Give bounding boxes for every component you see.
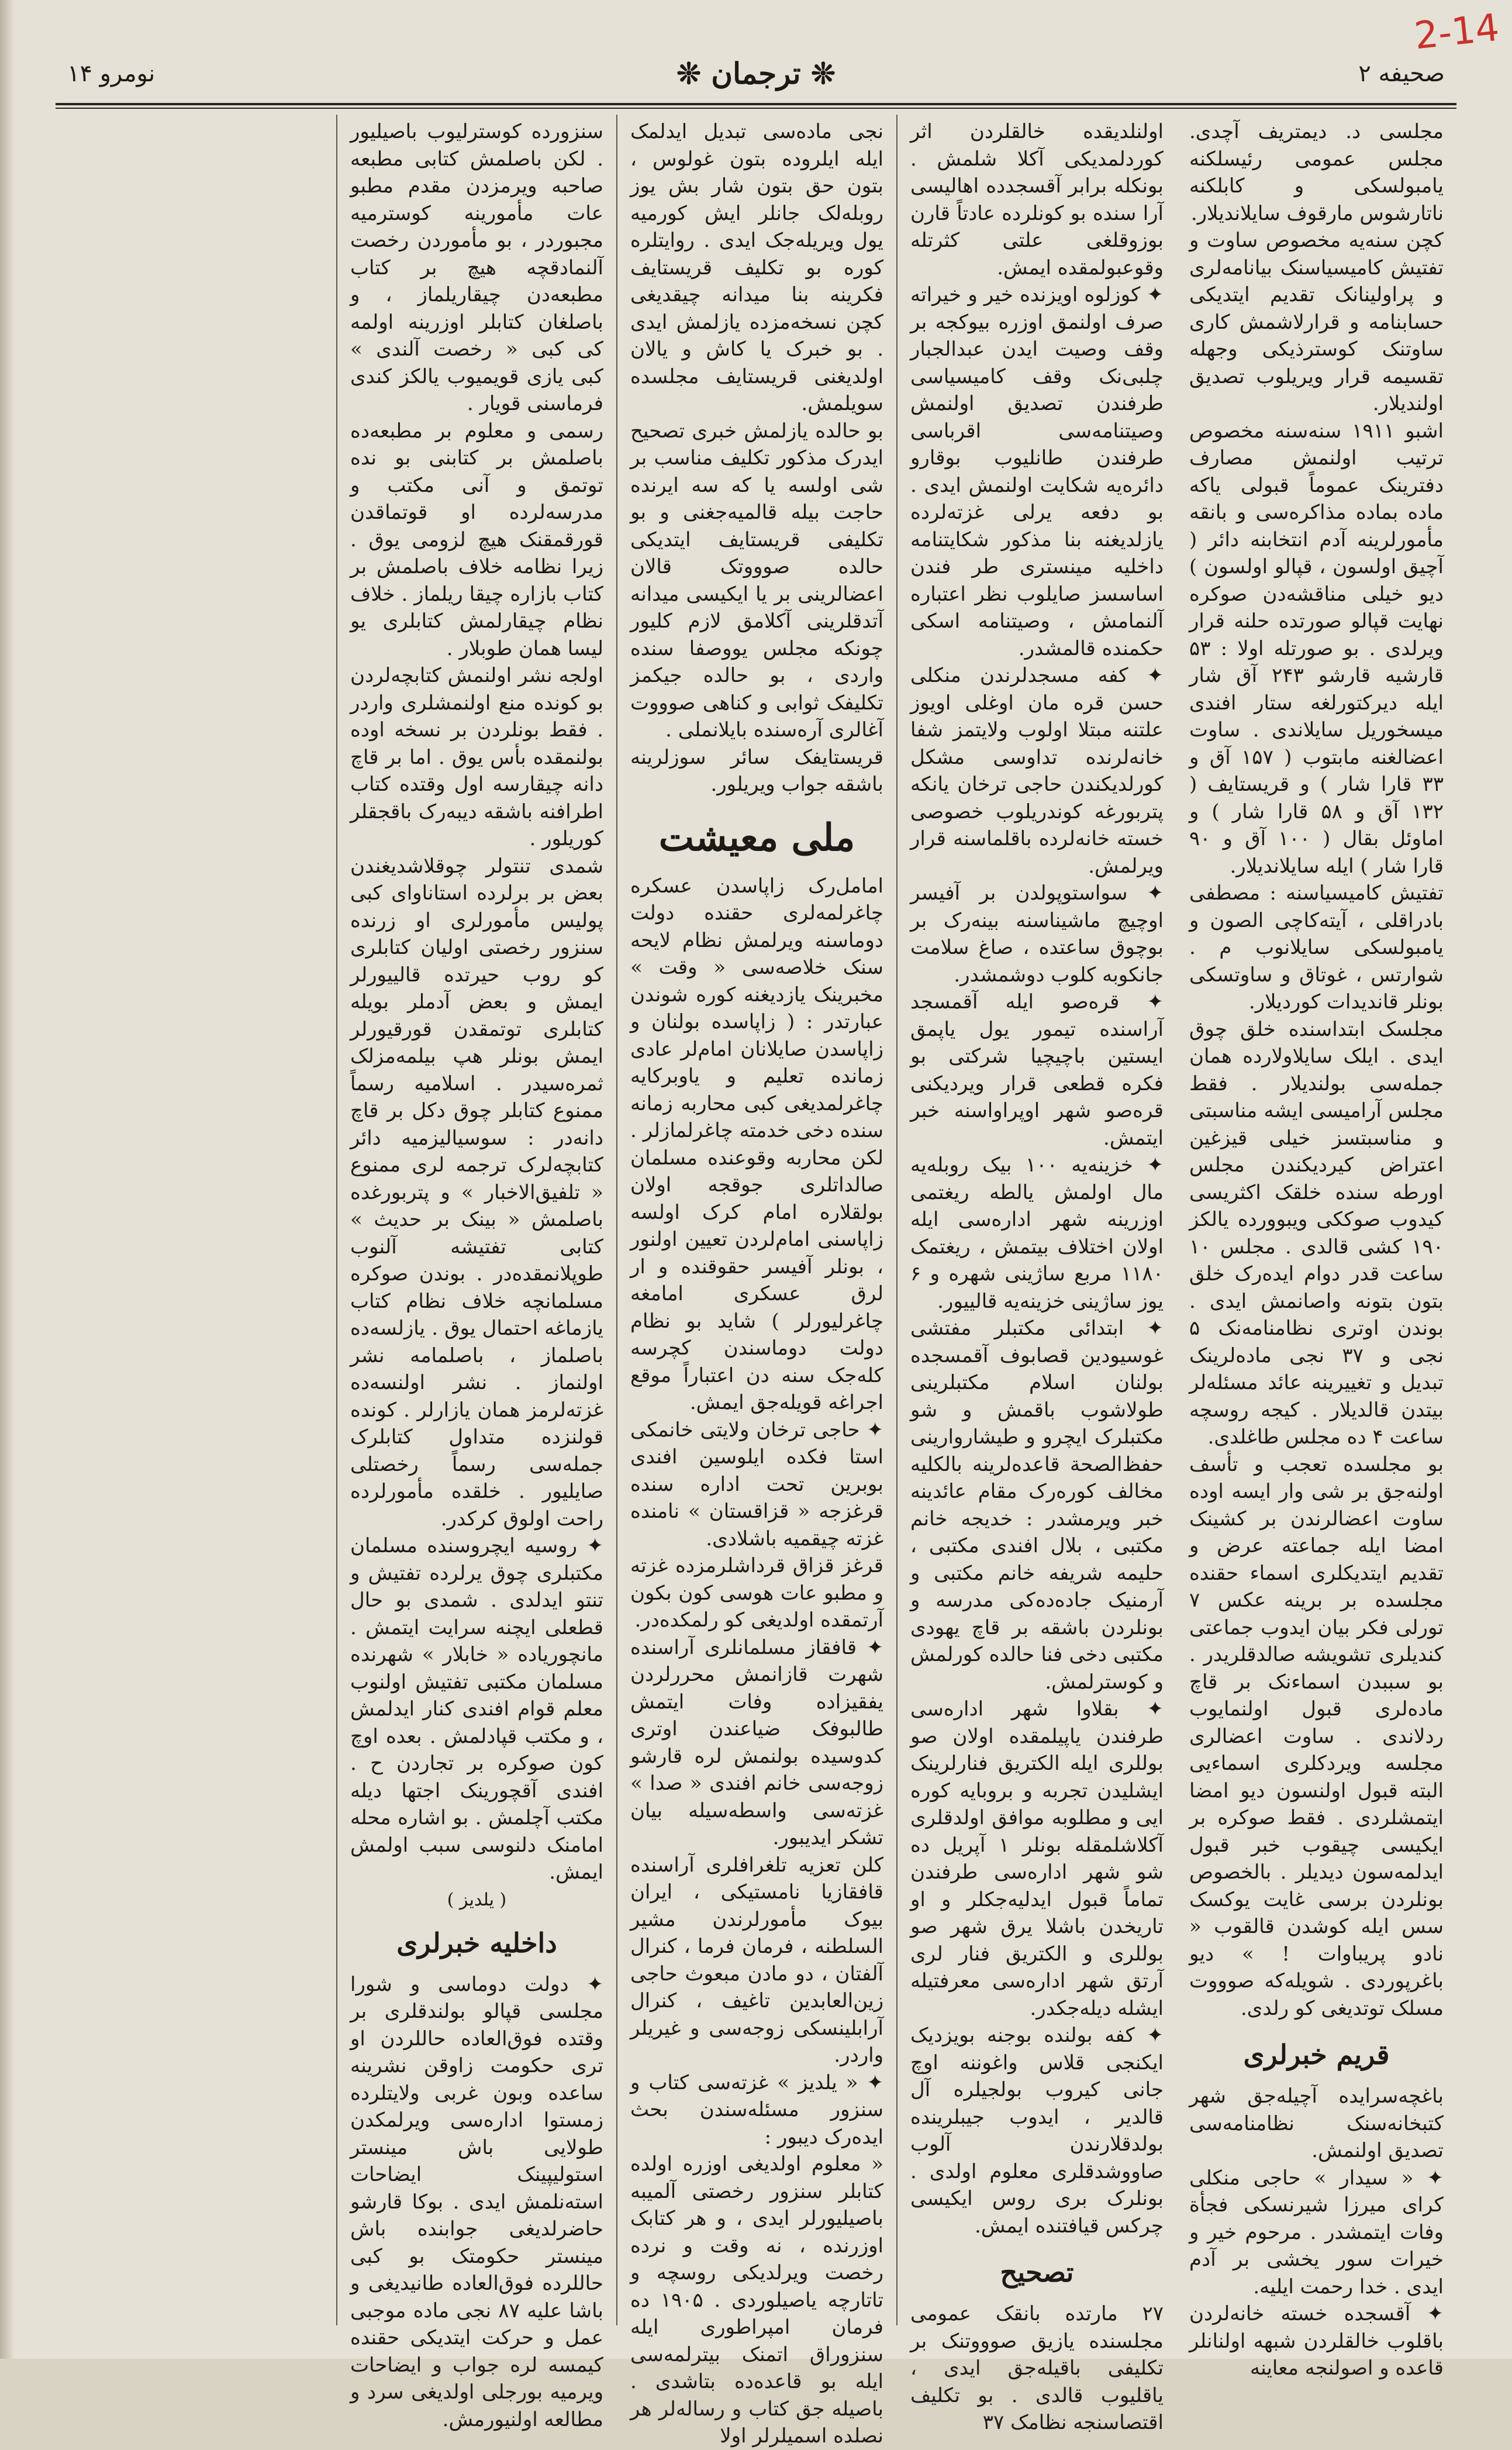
masthead-title: ❊ ترجمان ❊ xyxy=(676,56,836,91)
column-2 xyxy=(896,115,1176,2434)
article-paragraph: ✦ قافقاز مسلمانلری آراسنده شهرت قازانمش محررلردن یفقیزاده وفات ایتمش طالبوفک ضیاعندن اوتری کدوسیده بولنمش‌ لره قارشو زوجه‌سی خانم افندی « صدا » غزته‌سی واسطه‌سیله بیان تشکر ایدیبور. xyxy=(630,1635,883,1849)
article-paragraph: قریستایفک سائر سوزلرینه باشقه جواب ویریلور. xyxy=(630,745,883,796)
article-paragraph: ✦ کوزلوه اویزنده خیر و خیراته صرف اولنمق اوزره بیوکجه بر وقف وصیت ایدن عبدالجبار چلبی‌نک وقف کامیسیاسی طرفندن تصدیق اولنمش وصیتنامه‌سی اقرباسی طرفندن طانلیوب بوقارو دائره‌یه شکایت اولنمش ایدی . بو دفعه یرلی غزته‌لرده یازلدیغنه بنا مذکور شکایتنامه داخلیه مینستری طر‌ فندن اساسسز صایلوب نظر اعتباره آلنمامش ، وصیتنامه اسکی حکمنده قالمشدر. xyxy=(910,283,1164,660)
article-paragraph: ✦ کفه مسجدلرندن منکلی حسن قره مان اوغلی اویوز علتنه مبتلا اولوب ولایتمز شفا خانه‌لرنده تداوسی مشکل کورلدیکندن حاجی ترخان یانکه پتربورغه کوندریلوب خصوصی خسته خانه‌لرده باقلماسنه قرار ویرلمش. xyxy=(910,664,1164,878)
article-paragraph: اولنلدیقده خالقلردن اثر کوردلمدیکی آکلا‌ شلمش . بونکله برابر آقسجدده اهالیسی آرا‌ سنده بو کونلرده عادتاً قارن بوزوقلغی علتی کثرتله وقوعبولمقده ایمش. xyxy=(910,120,1164,280)
article-paragraph: باغچه‌سرایده آچیله‌جق شهر کتبخانه‌سنک نظامنامه‌سی تصدیق اولنمش. xyxy=(1189,2084,1444,2162)
article-paragraph: اشبو ۱۹۱۱ سنه‌سنه مخصوص ترتیب اولنمش مصارف دفترینک عموماً قبولی یاکه ماده بماده مذاکره‌سی و بانقه مأمورلرینه آدم انتخابنه دائر ( آچیق اولسون ، قپالو اولسون ) دیو خیلی مناقشه‌دن صوکره نهایت قپالو صورتده حلنه قرار ویرلدی . بو صورتله اولا : ۵۳ قارشیه قارشو ۲۴۳ آق شار ایله دیرکتورلغه ستار افندی میسخوریل سایلاندی . ساوت اعضالغنه مابتوب ( ۱۵۷ آق و ۳۳ قارا شار ) و قریستایف ( ۱۳۲ آق و ۵۸ قارا شار ) و اماوئل بقال ( ۱۰۰ آق و ۹۰ قارا شار ) ایله سایلاندیلار. xyxy=(1189,419,1444,878)
article-paragraph: ✦ « سیدار » حاجی منکلی کرای میرزا شیرنسکی فجأة وفات ایتمشدر . مرحوم خیر و خیرات سور یخشی بر آدم ایدی . خدا رحمت ایلیه. xyxy=(1189,2166,1444,2299)
page-number: صحیفه ۲ xyxy=(1358,60,1445,87)
text-columns xyxy=(56,115,1456,2448)
issue-number: نومرو ۱۴ xyxy=(67,60,156,87)
article-paragraph: ✦ دولت دوماسی و شورا مجلسی قپالو بولندقلری بر وقتده فوق‌العاده حاللردن او‌ تری حکومت زاوقن نشرینه ساعده وبون غربی ولایتلرده زمستوا اداره‌سی ویرلمکدن طولایی باش مینستر استولیپینک ایضاحات استه‌نلمش ایدی . بوکا قارشو حاضرلدیغی جوابنده باش مینستر حکومتک بو کبی حاللرده فوق‌العاده طانیدیغی و باشا علیه ۸۷ نجی ماده موجبی عمل و حرکت ایتدیکی حقنده کیمسه‌ لره جواب و ایضاحات ویرمیه بورجلی اولدیغی سرد و مطالعه اولنیورمش. xyxy=(350,1972,603,2431)
article-paragraph: ✦ خزینه‌یه ۱۰۰ بیک روبله‌یه مال اولمش یالطه ریغتمی اوزرینه شهر اداره‌سی ایله اولان اختلاف بیتمش ، ریغتمک ۱۱۸۰ مربع ساژینی شهره و ۶ یوز ساژینی خزینه‌یه قالییور. xyxy=(910,1153,1164,1313)
article-paragraph: مجلسک ابتداسنده خلق چوق ایدی . ایلک سایلاولارده همان جمله‌سی بولندیلار . فقط مجلس آرامیسی ایشه مناسبتی و مناسبتسز خیلی قیزغین اعتراض کیردیکندن مجلس اورطه‌ سنده خلقک اکثریسی کیدوب صوککی ویبوورده یالکز ۱۹۰ کشی قالدی . مجلس ۱۰ ساعت قدر دوام ایده‌رک خلق بتون بتونه واصانمش ایدی . بوندن اوتری نظامنامه‌نک ۵ نجی و ۳۷ نجی ماده‌لرینک تبدیل و تغییرینه عائد مسئله‌لر بیتدن قالدیلار . کیجه روسچه ساعت ۴ ده مجلس طاغلدی. xyxy=(1189,1017,1444,1449)
article-paragraph: مجلسی د. دیمتریف آچدی. مجلس عمومی رئیسلکنه یامبولسکی و کابلکنه ناتارشوس مارقوف سایلاندیلار. xyxy=(1189,120,1444,225)
article-paragraph: امامل‌رک زاپاسدن عسکره چاغرلمه‌لری حقنده دولت دوماسنه ویرلمش نظام لایحه‌ سنک خلاصه‌سی « وقت » مخبرینک یازدیغنه کوره شوندن عبارتدر : ( زاپاسده بولنان و زاپاسدن صایلانان امام‌لر عادی زمانده تعلیم و یاوبرکایه چاغرلمدیغی کبی محاربه زمانه‌ سنده دخی خدمته چاغرلمازلر . لکن محاربه وقوعنده مسلمان صالداتلری جوقجه اولان بولقلاره امام کرک اولسه زاپاسنی امام‌لردن تعیین اولنور ، بونلر آفیسر حقوقنده و ار‌ لرق عسکری امامغه چاغرلیورلر ) شاید بو نظام دولت دوماسندن کچرسه کله‌جک سنه‌ دن اعتباراً موقع اجراغه قویله‌جق ایمش. xyxy=(630,874,883,1414)
lead-section-heading: ملی معیشت xyxy=(658,815,855,860)
column-1 xyxy=(1176,115,1456,2380)
article-paragraph: نجی ماده‌سی تبدیل ایدلمک ایله ایلرو‌ده بتون غولوس ، بتون حق بتون شار بش یوز روبله‌لک جانلر ایش کورمیه یول ویریله‌جک ایدی . روایتلره کوره بو تکلیف قریستایف فکرینه بنا میدانه چیقدیغی کچن نسخه‌مزده یازلمش ایدی . بو خبرک یا کاش و یالان اولدیغنی قریستایف مجلسده سویلمش. xyxy=(630,120,883,415)
article-paragraph: کچن سنه‌یه مخصوص ساوت و تفتیش کامیسیاسنک بیانامه‌لری و پراولینانک تقدیم ایتدیکی حسابنامه و قرارلاشمش کاری ساوتنک کوسترذیکی وجهله تقسیمه قرار ویریلوب تصدیق اولندیلار. xyxy=(1189,229,1444,415)
article-paragraph: ✦ کفه بولنده بوجنه بویزدیک ایکنجی قلاس واغوننه اوچ جانی کیروب بولجیلره آل قالدیر ، ایدوب جیبلرینده بولدقلارندن آلوب صاووشدقلری معلوم اولدی . بونلرک بری روس ایکیسی چرکس قیافتنده ایمش. xyxy=(910,2024,1164,2238)
article-paragraph: قرغز قزاق قرداشلرمزده غزته و مطبو‌ عات هوسی کون بکون آرتمقده اولدیغی کو‌ رلمکده‌در. xyxy=(630,1554,883,1632)
article-paragraph: ✦ ابتدائی مکتبلر مفتشی غوسیودین قصابوف آقمسجده بولنان اسلام مکتبلرینی طولاشوب باقمش و شو مکتبلرک ایچرو و طیشاروارینی حفظ‌الصحة قاعده‌لرینه بالکلیه مخالف کوره‌رک مقام عائدینه خبر ویرمشدر : خدیجه خانم مکتبی ، بلال افندی مکتبی ، حلیمه شریفه خانم مکتبی و آرمنیک جاده‌ده‌کی مدرسه و بونلردن باشقه بر قاچ یهودی مکتبی دخی فنا حالده کورلمش و کوسترلمش. xyxy=(910,1317,1164,1694)
article-paragraph: ✦ آقسجده خسته خانه‌لردن باقلوب خالقلردن شبهه اولنانلر قاعده و اصولنجه معاینه xyxy=(1189,2302,1444,2380)
page-header xyxy=(56,46,1456,102)
article-paragraph: رسمی و معلوم بر مطبعه‌ده باصلمش بر کتابنی بو‌ نده توتمق و آنی مکتب و مدرسه‌لرده او‌ قوتماقدن قورقمقنک هیچ لزومی یوق . زیرا نظامه خلاف باصلمش بر کتاب بازاره چیقا‌ ریلماز . خلاف نظام چیقارلمش کتابلری یو‌ لیسا همان طوبلار . xyxy=(350,419,603,660)
article-paragraph: « معلوم اولدیغی اوزره اولده کتابلر سنزور رخصتی آلمیبه باصیلیورلر ایدی ، و هر کتابک اوزرنده ، نه وقت و نرده رخصت ویرلدیکی روسچه و تاتارچه یاصیلوردی . ۱۹۰۵ ده فرمان امپراطوری ایله سنزوراق اتمنک بیترلمه‌سی ایله بو قاعده‌ده بتاشدی . باصیله‌ جق کتاب و رساله‌لر هر نصلده اسمیلرلر اولا xyxy=(630,2152,883,2448)
article-paragraph: بو حالده یازلمش خبری تصحیح ایدرک مذکور تکلیف مناسب بر شی اولسه یا که سه ایرنده حاجت بیله قالمیه‌جغنی و بو تکلیفی قریستایف ایتدیکی حالده صوووتک قالان اعضالرینی بر یا ایکیسی میدانه آتدقلرینی آکلامق لازم کلیور چونکه مجلس یووصفا‌ سنده واردی ، بو حالده جیکمز تکلیفک ثوابی و کناهی صوووت آغالری آره‌سنده بایلانملی . xyxy=(630,419,883,742)
article-paragraph: ✦ قره‌صو ایله آقمسجد آراسنده تیمور یول یاپمق ایستین باچیچیا شرکتی بو فکره قطعی قرار ویردیکنی قره‌صو شهر اوپراواسنه خبر ایتمش. xyxy=(910,990,1164,1150)
article-paragraph: سنزورده کوسترلیوب باصیلیور . لکن باصلمش کتابی مطبعه صاحبه ویرمزدن مقدم مطبو‌ عات مأمورینه کوسترمیه مجبوردر ، بو مأموردن رخصت آلنمادقچه هیچ بر کتاب مطبعه‌دن چیقاریلماز ، و باصلغان کتابلر اوزرینه اولمه‌ کی کبی « رخصت آلندی » کبی یازی قویمیوب یالکز کندی فرماسنی قویار . xyxy=(350,120,603,415)
article-paragraph: ✦ « یلدیز » غزته‌سی کتاب و سنزور مسئله‌سندن بحث ایده‌رک دیبور : xyxy=(630,2070,883,2149)
page-fold-shadow xyxy=(0,0,14,2359)
section-heading: قریم خبرلری xyxy=(1243,2039,1390,2070)
section-heading: داخلیه خبرلری xyxy=(396,1927,557,1959)
article-paragraph: اولجه نشر اولنمش کتابچه‌لردن بو کونده منع اولنمشلری واردر . فقط بونلردن بر نسخه اوده بولنمقده بأس یوق . اما بر قاچ دانه چیقارسه اول وقتده کتاب اطرافنه باشقه دیبه‌رک باقجقلر کوریلور . xyxy=(350,664,603,850)
header-rule xyxy=(56,103,1456,109)
source-signature: ( یلدیز ) xyxy=(447,1889,507,1910)
article-paragraph: کلن تعزیه تلغرافلری آراسنده قافقازیا نامستیکی ، ایران بیوک مأمورلرندن مشیر السلطنه ، فرمان فرما ، کنرال آلفتان ، دو‌ مادن مبعوث حاجی زین‌العابدین تاغیف ، کنرال آرابلینسکی زوجه‌سی و غیریلر واردر. xyxy=(630,1853,883,2067)
section-heading: تصحیح xyxy=(1000,2256,1074,2288)
article-paragraph: ✦ سواستوپولدن بر آفیسر اوچیچ ماشیناسنه بینه‌رک بر بوچوق ساعتده ، صاغ سلامت جانکوبه کلوب دوشمشدر. xyxy=(910,881,1164,987)
article-paragraph: تفتیش کامیسیاسنه : مصطفی بادراقلی ، آیته‌کاچی الصون و یامبولسکی سایلانوب م . شوارتس ، غوتاق و ساوتسکی بونلر قاندیدات کوردیلار. xyxy=(1189,881,1444,1014)
article-paragraph: ✦ بقلاوا شهر اداره‌سی طرفندن یاپیلمقده اولان صو بوللری ایله الکتریق فنارلرینک ایشلیدن تجربه و بروبایه کوره ایی و مطلوبه موافق اولدقلری آکلاشلمقله بونلر ۱ آپریل ده شو شهر اداره‌سی طرفندن تماماً قبول ایدلیه‌جکلر و او تاریخدن باشلا‌ یرق شهر صو بوللری و الکتریق فنار‌ لری آرتق شهر اداره‌سی معرفتیله ایشله‌ دیله‌جکدر. xyxy=(910,1697,1164,2020)
article-paragraph: ✦ روسیه ایچروسنده مسلمان مکتبلری چوق یرلرده تفتیش و تنتو ایدلدی . شمدی بو حال قطعلی ایچنه سرایت ایتمش . مانچوریاده « خابلار » شهرنده مسلمان مکتبی تفتیش اولنوب معلم قوام افندی کنار ایدلمش ، و مکتب قپادلمش . بعده اوچ کون صوکره بر تجاردن ح . افندی آقچورینک اجتها‌ دیله مکتب آچلمش . بو اشاره محله امامنک دلنوسی سبب اولمش ایمش. xyxy=(350,1534,603,1884)
column-4 xyxy=(336,115,616,2431)
archive-number-mark: 2-14 xyxy=(1412,6,1501,58)
article-paragraph: ۲۷ مارتده بانقک عمومی مجلسنده یازیق صوووتنک بر تکلیفی باقیله‌جق ایدی ، یاقلیوب قالدی . بو تکلیف اقتصاسنجه نظامک ۳۷ xyxy=(910,2302,1164,2434)
column-5 xyxy=(56,115,336,2325)
article-paragraph: شمدی تنتولر چوقلاشدیغندن بعض بر برلرده استانا‌وای کبی پولیس مأمورلری او‌ زرنده سنزور رخصتی اولیان کتابلری کو‌ روب حیرتده قالییورلر ایمش و بعض آدملر بویله کتابلری توتمقدن قورقیورلر ایمش بونلر هپ بیلمه‌مزلک ثمره‌سیدر . اسلامیه رسماً ممنوع کتابلر چوق دکل بر قاچ دانه‌در : سوسیالیزمیه دائر کتابچه‌لرک ترجمه‌ لری ممنوع « تلفیق‌الاخبار » و پتربورغده باصلمش « بینک بر حدیث » کتابی تفتیشه آلنوب طوپلانمقده‌در . بوندن صوکره مسلمانچه خلاف نظام کتاب یازماغه احتمال یوق . یازلسه‌ده باصلماز ، باصلمامه نشر اولنماز . نشر اولنسه‌ده غزته‌لرمز همان یازارلر . کونده قولنزده متداول کتابلرک جمله‌سی رسماً رخصتلی صایلیور . خلقده مأمورلرده راحت اولوق کرکدر. xyxy=(350,854,603,1531)
article-paragraph: ✦ حاجی ترخان ولایتی خانمکی استا‌ فکده ایلوسین افندی بوبرین تحت ادار‌ه‌ سنده قرغزجه « قزاقستان » نامنده غزته چیقمیه باشلادی. xyxy=(630,1418,883,1550)
column-3 xyxy=(616,115,896,2448)
article-paragraph: بو مجلسده تعجب و تأسف اولنه‌جق بر شی وار ایسه اوده ساوت اعضالرندن بر کشینک امضا ایله جماعته عرض و تقدیم ایتدیکلری اسماء حقنده مجلسده بر برینه عکس ۷ تورلی فکر بیان ایدوب جماعتی کندیلری تشویشه صالدقلریدر . بو سببدن اسماء‌نک بر قاچ ماده‌لری قبول اولنمایوب ردلاندی . ساوت اعضالری مجلسه ویردکلری اسماء‌یی البته قبول اولنسون دیو امضا ایتمشلردی . فقط صوکره بر ایکیسی چیقوب خبر قبول ایدلمه‌سون دیدیلر . بالخصوص بونلردن برسی غایت یوکسک سس ایله کوشدن قالقوب « نادو پریباوات ! » دیو باغرپوردی . شویله‌که صوووت مسلک توتدیغی کو‌ رلدی. xyxy=(1189,1452,1444,2020)
